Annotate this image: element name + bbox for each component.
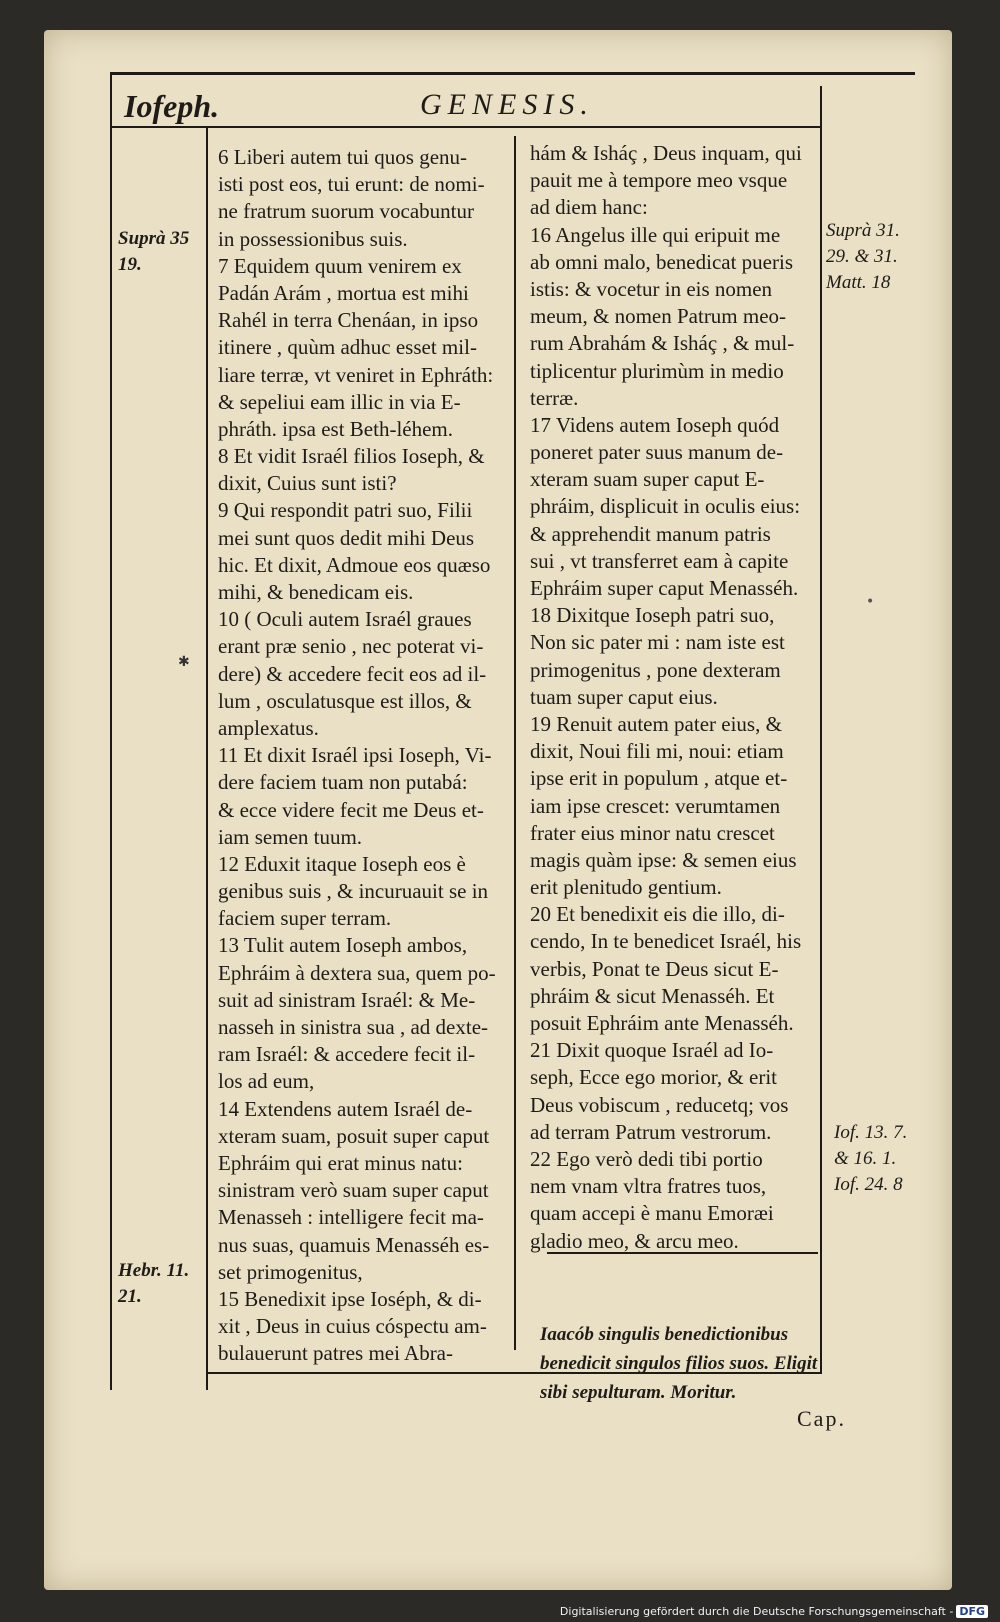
text-line: quam accepi è manu Emoræi	[530, 1201, 774, 1226]
text-line: 15 Benedixit ipse Ioséph, & di-	[218, 1286, 482, 1311]
text-line: primogenitus , pone dexteram	[530, 657, 781, 682]
ink-mark: ✱	[178, 654, 190, 670]
text-line: poneret pater suus manum de-	[530, 440, 784, 465]
text-line: amplexatus.	[218, 715, 319, 740]
text-line: meum, & nomen Patrum meo-	[530, 304, 787, 329]
text-line: 9 Qui respondit patri suo, Filii	[218, 498, 473, 523]
text-line: cendo, In te benedicet Israél, his	[530, 929, 802, 954]
text-line: 11 Et dixit Israél ipsi Ioseph, Vi-	[218, 743, 492, 768]
inner-left-rule	[206, 128, 208, 1390]
text-line: itinere , quùm adhuc esset mil-	[218, 335, 477, 360]
catchword: Cap.	[797, 1406, 846, 1431]
text-line: dixit, Cuius sunt isti?	[218, 471, 397, 496]
text-line: Padán Arám , mortua est mihi	[218, 280, 469, 305]
text-line: nem vnam vltra fratres tuos,	[530, 1174, 767, 1199]
dfg-logo: DFG	[956, 1605, 988, 1618]
text-line: 20 Et benedixit eis die illo, di-	[530, 902, 785, 927]
text-line: nus suas, quamuis Menasséh es-	[218, 1232, 490, 1257]
left-border-rule	[110, 72, 112, 1390]
text-line: los ad eum,	[218, 1069, 315, 1094]
text-line: 6 Liberi autem tui quos genu-	[218, 145, 468, 169]
text-line: & ecce videre fecit me Deus et-	[218, 797, 484, 822]
text-line: verbis, Ponat te Deus sicut E-	[530, 956, 779, 981]
text-line: dere) & accedere fecit eos ad il-	[218, 661, 487, 686]
text-line: Non sic pater mi : nam iste est	[530, 630, 785, 655]
text-line: phráim, displicuit in oculis eius:	[530, 494, 801, 519]
text-line: 19 Renuit autem pater eius, &	[530, 711, 782, 736]
margin-note-right-2: Iof. 13. 7. & 16. 1. Iof. 24. 8	[834, 1122, 908, 1195]
text-line: rum Abrahám & Isháç , & mul-	[530, 331, 795, 356]
text-line: Deus vobiscum , reducetq; vos	[530, 1092, 789, 1117]
footer-text: Digitalisierung gefördert durch die Deutsche Forschungsgemeinschaft -	[559, 1605, 954, 1618]
text-line: xteram suam super caput E-	[530, 467, 765, 492]
text-line: hic. Et dixit, Admoue eos quæso	[218, 552, 491, 577]
text-line: Ephráim qui erat minus natu:	[218, 1150, 463, 1175]
text-line: iam ipse crescet: verumtamen	[530, 793, 781, 818]
text-line: ab omni malo, benedicat pueris	[530, 249, 794, 274]
text-line: dere faciem tuam non putabá:	[218, 770, 468, 795]
text-line: faciem super terram.	[218, 906, 392, 931]
text-line: 13 Tulit autem Ioseph ambos,	[218, 933, 468, 958]
text-line: bulauerunt patres mei Abra-	[218, 1341, 453, 1366]
text-line: ram Israél: & accedere fecit il-	[218, 1042, 476, 1067]
text-line: nasseh in sinistra sua , ad dexte-	[218, 1015, 489, 1039]
text-line: isti post eos, tui erunt: de nomi-	[218, 172, 485, 197]
text-line: 7 Equidem quum venirem ex	[218, 253, 462, 278]
text-line: terræ.	[530, 385, 579, 410]
text-line: frater eius minor natu crescet	[530, 820, 775, 845]
text-line: 18 Dixitque Ioseph patri suo,	[530, 603, 775, 628]
text-line: istis: & vocetur in eis nomen	[530, 276, 773, 301]
text-line: tiplicentur plurimùm in medio	[530, 358, 784, 383]
margin-note-right-1: Suprà 31. 29. & 31. Matt. 18	[826, 220, 900, 293]
text-line: phráim & sicut Menasséh. Et	[530, 983, 775, 1008]
margin-note-left-1: Suprà 35 19.	[118, 228, 190, 275]
text-line: seph, Ecce ego morior, & erit	[530, 1065, 777, 1090]
text-line: 22 Ego verò dedi tibi portio	[530, 1146, 763, 1171]
text-line: posuit Ephráim ante Menasséh.	[530, 1011, 794, 1035]
text-line: ad diem hanc:	[530, 195, 648, 220]
text-line: sinistram verò suam super caput	[218, 1178, 489, 1203]
text-line: dixit, Noui fili mi, noui: etiam	[530, 739, 784, 764]
text-line: & apprehendit manum patris	[530, 521, 771, 546]
text-line: set primogenitus,	[218, 1259, 363, 1284]
text-line: 12 Eduxit itaque Ioseph eos è	[218, 851, 466, 876]
text-line: 16 Angelus ille qui eripuit me	[530, 222, 781, 247]
text-line: 14 Extendens autem Israél de-	[218, 1096, 473, 1121]
text-line: phráth. ipsa est Beth-léhem.	[218, 416, 454, 441]
text-column-left	[218, 144, 530, 1367]
text-line: suit ad sinistram Israél: & Me-	[218, 987, 476, 1012]
text-line: xteram suam, posuit super caput	[218, 1123, 490, 1148]
chapter-summary: Iaacób singulis benedictionibus benedicit singulos filios suos. Eligit sibi sepulturam. Moritur.	[540, 1324, 818, 1403]
text-line: sui , vt transferret eam à capite	[530, 548, 789, 573]
text-line: 17 Videns autem Ioseph quód	[530, 412, 780, 437]
text-line: 8 Et vidit Israél filios Ioseph, &	[218, 444, 485, 469]
text-line: iam semen tuum.	[218, 824, 363, 849]
text-line: erant præ senio , nec poterat vi-	[218, 634, 484, 659]
text-line: liare terræ, vt veniret in Ephráth:	[218, 362, 494, 387]
text-line: hám & Isháç , Deus inquam, qui	[530, 141, 802, 165]
text-line: & sepeliui eam illic in via E-	[218, 389, 461, 414]
ink-dot: •	[866, 594, 875, 610]
margin-note-left-2: Hebr. 11. 21.	[118, 1260, 190, 1307]
text-line: Menasseh : intelligere fecit ma-	[218, 1205, 484, 1230]
text-line: 10 ( Oculi autem Israél graues	[218, 607, 472, 632]
text-line: ipse erit in populum , atque et-	[530, 766, 788, 791]
text-line: mihi, & benedicam eis.	[218, 580, 414, 604]
text-line: erit plenitudo gentium.	[530, 875, 722, 900]
text-line: lum , osculatusque est illos, &	[218, 688, 472, 713]
header-underline	[110, 126, 822, 128]
header-rule	[110, 72, 915, 75]
running-head-title: GENESIS.	[420, 88, 594, 121]
text-line: tuam super caput eius.	[530, 684, 718, 709]
text-line: genibus suis , & incuruauit se in	[218, 879, 489, 904]
text-line: 21 Dixit quoque Israél ad Io-	[530, 1038, 774, 1063]
text-line: gladio meo, & arcu meo.	[530, 1228, 739, 1253]
text-line: xit , Deus in cuius cóspectu am-	[218, 1314, 487, 1339]
text-line: magis quàm ipse: & semen eius	[530, 847, 797, 872]
text-line: Rahél in terra Chenáan, in ipso	[218, 308, 479, 333]
text-line: pauit me à tempore meo vsque	[530, 168, 788, 193]
text-line: Ephráim à dextera sua, quem po-	[218, 960, 496, 985]
text-column-right	[530, 140, 848, 1255]
text-line: in possessionibus suis.	[218, 226, 408, 251]
text-line: ne fratrum suorum vocabuntur	[218, 199, 475, 224]
text-line: ad terram Patrum vestrorum.	[530, 1119, 772, 1144]
digitization-footer	[560, 1605, 988, 1618]
text-line: Ephráim super caput Menasséh.	[530, 576, 799, 600]
text-line: mei sunt quos dedit mihi Deus	[218, 525, 475, 550]
running-head-left: Iofeph.	[124, 88, 220, 124]
